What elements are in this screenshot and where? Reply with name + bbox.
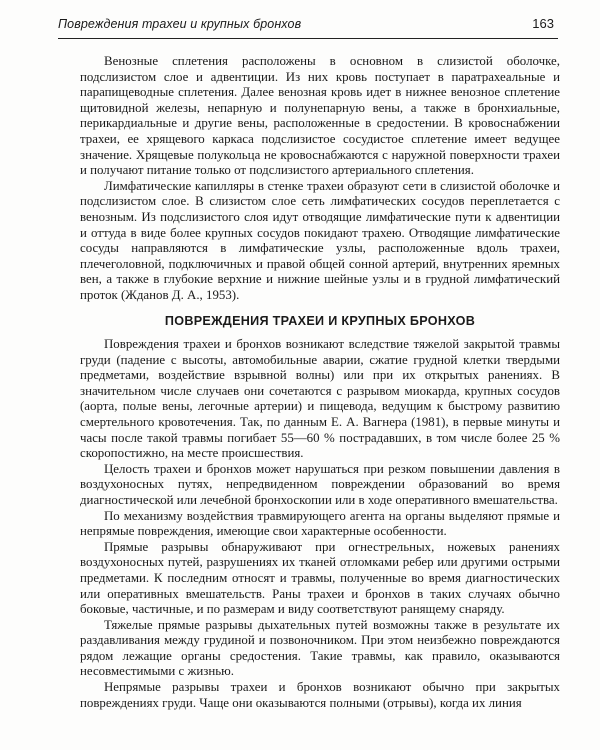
- paragraph-mechanism: По механизму воздействия травмирующего агента на органы выделяют прямые и непрямые повреждения, имеющие свои характерные особенности.: [80, 508, 560, 539]
- paragraph-severe-direct-ruptures: Тяжелые прямые разрывы дыхательных путей возможны также в результате их раздавливания между грудиной и позвоночником. При этом неизбежно повреждаются рядом лежащие органы средостения. Такие травмы, как правило, оказываются несовместимыми с жизнью.: [80, 617, 560, 679]
- paragraph-indirect-ruptures: Непрямые разрывы трахеи и бронхов возникают обычно при закрытых повреждениях груди. Чаще они оказываются полными (отрывы), когда их линия: [80, 680, 560, 710]
- intro-text-block: [80, 54, 560, 304]
- section-text-block: [80, 337, 560, 711]
- paragraph-lymphatic-capillaries: Лимфатические капилляры в стенке трахеи образуют сети в слизистой оболочке и подслизистом слое. В слизистом слое сеть лимфатических сосудов переплетается с венозным. Из подслизистого слоя идут отводящие лимфатические пути к адвентиции и оттуда в виде более крупных сосудов покидают трахею. Отводящие лимфатические сосуды направляются в лимфатические узлы, расположенные вдоль трахеи, плечеголовной, подключичных и правой общей сонной артерий, внутренних яремных вен, а также в глубокие верхние и нижние шейные узлы и в грудной лимфатический проток (Жданов Д. А., 1953).: [80, 178, 560, 302]
- page-number: 163: [532, 16, 554, 31]
- running-header: [58, 14, 558, 39]
- paragraph-injury-causes: Повреждения трахеи и бронхов возникают вследствие тяжелой закрытой травмы груди (падение с высоты, автомобильные аварии, сжатие грудной клетки твердыми предметами, воздействие взрывной волны) или при их открытых ранениях. В значительном числе случаев они сочетаются с разрывом миокарда, крупных сосудов (аорта, полые вены, легочные артерии) и пищевода, ведущим к быстрому развитию смертельного кровотечения. Так, по данным Е. А. Вагнера (1981), в первые минуты и часы после такой травмы погибает 55—60 % пострадавших, в том числе более 25 % скоропостижно, на месте происшествия.: [80, 337, 560, 461]
- section-heading: ПОВРЕЖДЕНИЯ ТРАХЕИ И КРУПНЫХ БРОНХОВ: [164, 314, 476, 328]
- running-title: Повреждения трахеи и крупных бронхов: [58, 17, 302, 31]
- paragraph-venous-plexus: Венозные сплетения расположены в основном в слизистой оболочке, подслизистом слое и адвентиции. Из них кровь поступает в паратрахеальные и парапищеводные сплетения. Далее венозная кровь идет в нижнее венозное сплетение щитовидной железы, непарную и полунепарную вены, а также в бронхиальные, перикардиальные и другие вены, расположенные в средостении. В кровоснабжении трахеи, ее хрящевого каркаса подслизистое сосудистое сплетение имеет ведущее значение. Хрящевые полукольца не кровоснабжаются с наружной поверхности трахеи и получают питание только от подслизистого артериального сплетения.: [80, 54, 560, 178]
- paragraph-direct-ruptures: Прямые разрывы обнаруживают при огнестрельных, ножевых ранениях воздухоносных путей, разрушениях их тканей отломками ребер или другими острыми предметами. К последним относят и травмы, полученные во время диагностических или оперативных вмешательств. Раны трахеи и бронхов в таких случаях обычно боковые, частичные, и по размерам и виду соответствуют ранящему снаряду.: [80, 539, 560, 617]
- paragraph-integrity-disruption: Целость трахеи и бронхов может нарушаться при резком повышении давления в воздухоносных путях, непредвиденном повреждении образований во время диагностической или лечебной бронхоскопии или в ходе оперативного вмешательства.: [80, 461, 560, 507]
